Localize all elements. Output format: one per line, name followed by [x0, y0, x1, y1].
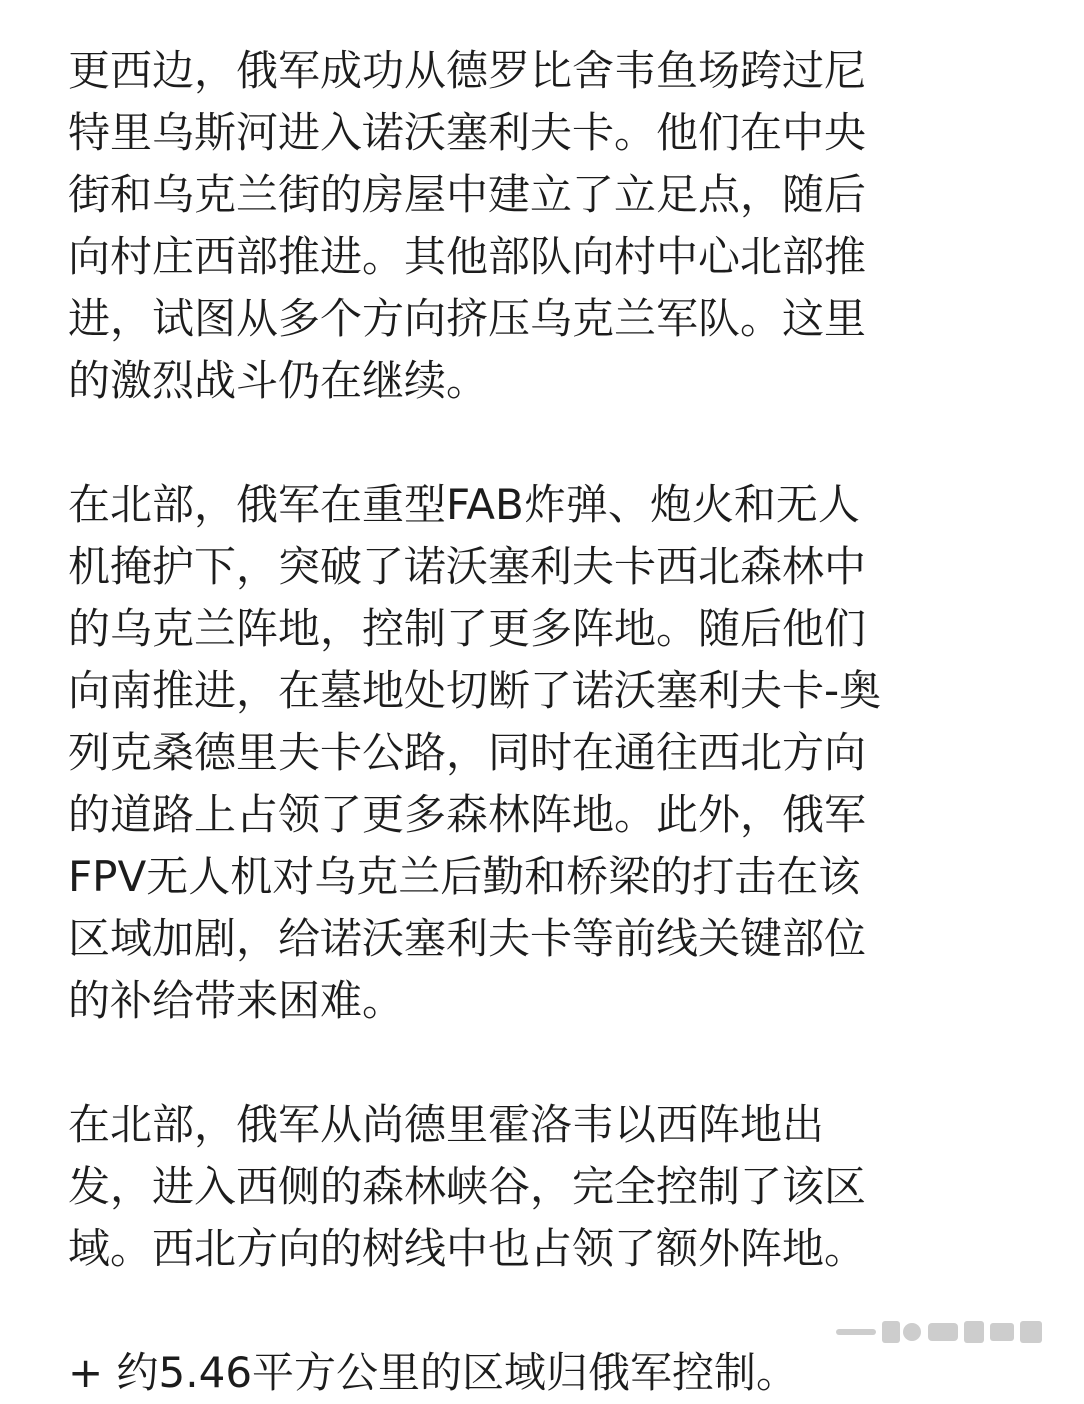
paragraph-line: 列克桑德里夫卡公路，同时在通往西北方向 [68, 728, 867, 777]
paragraph-3 [68, 1094, 1008, 1280]
paragraph-line: 向南推进，在墓地处切断了诺沃塞利夫卡-奥 [68, 666, 882, 715]
paragraph-line: 在北部，俄军在重型FAB炸弹、炮火和无人 [68, 480, 860, 529]
paragraph-line: 发，进入西侧的森林峡谷，完全控制了该区 [68, 1162, 867, 1211]
paragraph-line: 更西边，俄军成功从德罗比舍韦鱼场跨过尼 [68, 46, 867, 95]
paragraph-line: 特里乌斯河进入诺沃塞利夫卡。他们在中央 [68, 108, 867, 157]
paragraph-line: 在北部，俄军从尚德里霍洛韦以西阵地出 [68, 1100, 825, 1149]
paragraph-1 [68, 40, 1008, 412]
paragraph-line: 区域加剧，给诺沃塞利夫卡等前线关键部位 [68, 914, 867, 963]
paragraph-line: 的补给带来困难。 [68, 976, 405, 1025]
paragraph-line: 向村庄西部推进。其他部队向村中心北部推 [68, 232, 867, 281]
article-body [68, 40, 1008, 1404]
paragraph-2 [68, 474, 1008, 1032]
paragraph-line: 街和乌克兰街的房屋中建立了立足点，随后 [68, 170, 867, 219]
paragraph-line: 的乌克兰阵地，控制了更多阵地。随后他们 [68, 604, 867, 653]
paragraph-line: 进，试图从多个方向挤压乌克兰军队。这里 [68, 294, 867, 343]
paragraph-line: 的道路上占领了更多森林阵地。此外，俄军 [68, 790, 867, 839]
watermark-logo-icon [836, 1317, 1046, 1347]
paragraph-line: 域。西北方向的树线中也占领了额外阵地。 [68, 1224, 867, 1273]
paragraph-line: FPV无人机对乌克兰后勤和桥梁的打击在该 [68, 852, 861, 901]
territory-summary [68, 1342, 1008, 1404]
paragraph-line: 的激烈战斗仍在继续。 [68, 356, 489, 405]
summary-line: + 约5.46平方公里的区域归俄军控制。 [68, 1348, 799, 1397]
paragraph-line: 机掩护下，突破了诺沃塞利夫卡西北森林中 [68, 542, 867, 591]
